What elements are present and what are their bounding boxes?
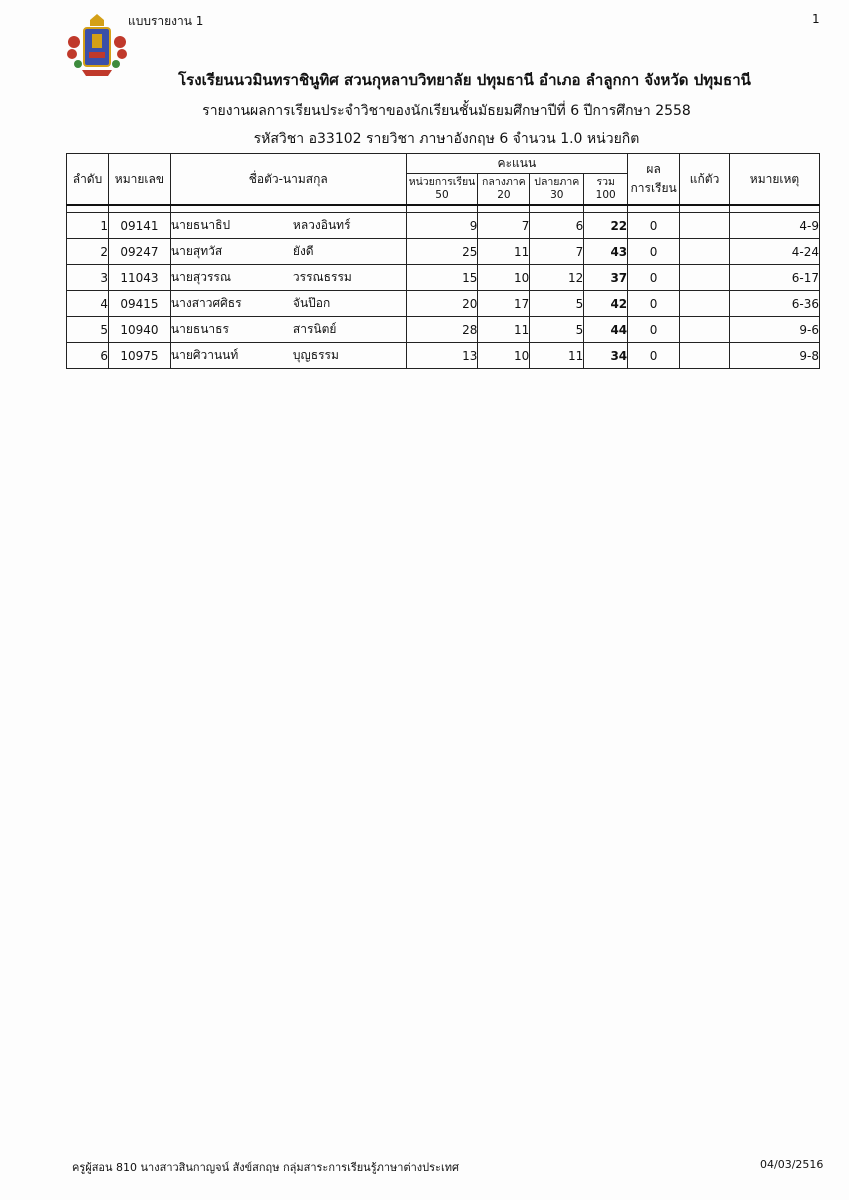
- header-remark: หมายเหตุ: [730, 154, 820, 206]
- cell-fix: [680, 213, 730, 239]
- header-final-label: ปลายภาค: [534, 176, 580, 188]
- header-result: [628, 154, 680, 206]
- cell-no: 4: [67, 291, 109, 317]
- cell-mid: 11: [478, 239, 530, 265]
- last-name: วรรณธรรม: [292, 270, 352, 284]
- cell-no: 3: [67, 265, 109, 291]
- cell-remark: 9-6: [730, 317, 820, 343]
- cell-result: 0: [628, 291, 680, 317]
- header-fix: แก้ตัว: [680, 154, 730, 206]
- cell-final: 7: [530, 239, 584, 265]
- header-total-max: 100: [595, 189, 616, 201]
- cell-result: 0: [628, 265, 680, 291]
- form-label: แบบรายงาน 1: [128, 14, 204, 28]
- cell-remark: 4-24: [730, 239, 820, 265]
- cell-no: 6: [67, 343, 109, 369]
- cell-fix: [680, 291, 730, 317]
- cell-fix: [680, 239, 730, 265]
- header-result-line1: ผล: [646, 162, 661, 176]
- cell-no: 2: [67, 239, 109, 265]
- cell-result: 0: [628, 239, 680, 265]
- table-row: [67, 291, 820, 317]
- cell-total: 44: [584, 317, 628, 343]
- cell-unit: 25: [406, 239, 478, 265]
- cell-id: 11043: [108, 265, 170, 291]
- cell-no: 1: [67, 213, 109, 239]
- table-row: [67, 343, 820, 369]
- last-name: สารนิตย์: [292, 322, 337, 336]
- table-row: [67, 317, 820, 343]
- cell-final: 5: [530, 317, 584, 343]
- cell-mid: 17: [478, 291, 530, 317]
- cell-remark: 6-17: [730, 265, 820, 291]
- cell-remark: 6-36: [730, 291, 820, 317]
- school-heading: โรงเรียนนวมินทราชินูทิศ สวนกุหลาบวิทยาลัย ปทุมธานี อำเภอ ลำลูกกา จังหวัด ปทุมธานี: [178, 71, 751, 89]
- cell-no: 5: [67, 317, 109, 343]
- grades-table: [66, 153, 820, 369]
- cell-unit: 15: [406, 265, 478, 291]
- header-unit: [406, 174, 478, 206]
- header-unit-label: หน่วยการเรียน: [408, 176, 476, 188]
- cell-name: [170, 317, 406, 343]
- header-no: ลำดับ: [67, 154, 109, 206]
- header-mid: [478, 174, 530, 206]
- header-final: [530, 174, 584, 206]
- cell-result: 0: [628, 213, 680, 239]
- cell-fix: [680, 265, 730, 291]
- cell-remark: 4-9: [730, 213, 820, 239]
- cell-id: 09415: [108, 291, 170, 317]
- cell-name: [170, 343, 406, 369]
- course-heading: รหัสวิชา อ33102 รายวิชา ภาษาอังกฤษ 6 จำนวน 1.0 หน่วยกิต: [253, 131, 640, 147]
- header-name: ชื่อตัว-นามสกุล: [170, 154, 406, 206]
- page-number: 1: [812, 12, 820, 26]
- cell-mid: 7: [478, 213, 530, 239]
- first-name: นายธนาธิป: [170, 218, 231, 232]
- cell-remark: 9-8: [730, 343, 820, 369]
- cell-total: 22: [584, 213, 628, 239]
- header-score-group: คะแนน: [406, 154, 628, 174]
- cell-result: 0: [628, 317, 680, 343]
- first-name: นายสุวรรณ: [170, 270, 231, 284]
- cell-id: 10940: [108, 317, 170, 343]
- teacher-footer: ครูผู้สอน 810 นางสาวสินกาญจน์ สังข์สกฤษ กลุ่มสาระการเรียนรู้ภาษาต่างประเทศ: [72, 1161, 459, 1174]
- cell-total: 43: [584, 239, 628, 265]
- cell-mid: 10: [478, 265, 530, 291]
- cell-unit: 20: [406, 291, 478, 317]
- report-date: 04/03/2516: [760, 1158, 824, 1171]
- cell-name: [170, 213, 406, 239]
- cell-id: 09247: [108, 239, 170, 265]
- header-unit-max: 50: [435, 189, 449, 201]
- cell-name: [170, 291, 406, 317]
- cell-name: [170, 239, 406, 265]
- cell-final: 5: [530, 291, 584, 317]
- cell-fix: [680, 317, 730, 343]
- cell-total: 34: [584, 343, 628, 369]
- header-result-line2: การเรียน: [630, 181, 677, 195]
- cell-total: 42: [584, 291, 628, 317]
- header-total: [584, 174, 628, 206]
- first-name: นายธนาธร: [170, 322, 229, 336]
- first-name: นายสุทวัส: [170, 244, 223, 258]
- table-row: [67, 239, 820, 265]
- cell-mid: 10: [478, 343, 530, 369]
- table-row: [67, 265, 820, 291]
- cell-fix: [680, 343, 730, 369]
- last-name: จันป๊อก: [292, 296, 331, 310]
- cell-final: 11: [530, 343, 584, 369]
- cell-id: 10975: [108, 343, 170, 369]
- cell-unit: 9: [406, 213, 478, 239]
- header-total-label: รวม: [596, 176, 615, 188]
- first-name: นายศิวานนท์: [170, 348, 239, 362]
- cell-mid: 11: [478, 317, 530, 343]
- cell-result: 0: [628, 343, 680, 369]
- header-id: หมายเลข: [108, 154, 170, 206]
- cell-unit: 28: [406, 317, 478, 343]
- cell-final: 6: [530, 213, 584, 239]
- header-final-max: 30: [550, 189, 564, 201]
- report-heading: รายงานผลการเรียนประจำวิชาของนักเรียนชั้นมัธยมศึกษาปีที่ 6 ปีการศึกษา 2558: [202, 103, 691, 119]
- cell-name: [170, 265, 406, 291]
- last-name: หลวงอินทร์: [292, 218, 351, 232]
- first-name: นางสาวศศิธร: [170, 296, 242, 310]
- table-row: [67, 213, 820, 239]
- cell-total: 37: [584, 265, 628, 291]
- cell-id: 09141: [108, 213, 170, 239]
- last-name: บุญธรรม: [292, 348, 339, 362]
- cell-final: 12: [530, 265, 584, 291]
- cell-unit: 13: [406, 343, 478, 369]
- header-mid-label: กลางภาค: [482, 176, 526, 188]
- header-mid-max: 20: [497, 189, 511, 201]
- last-name: ยังดี: [292, 244, 314, 258]
